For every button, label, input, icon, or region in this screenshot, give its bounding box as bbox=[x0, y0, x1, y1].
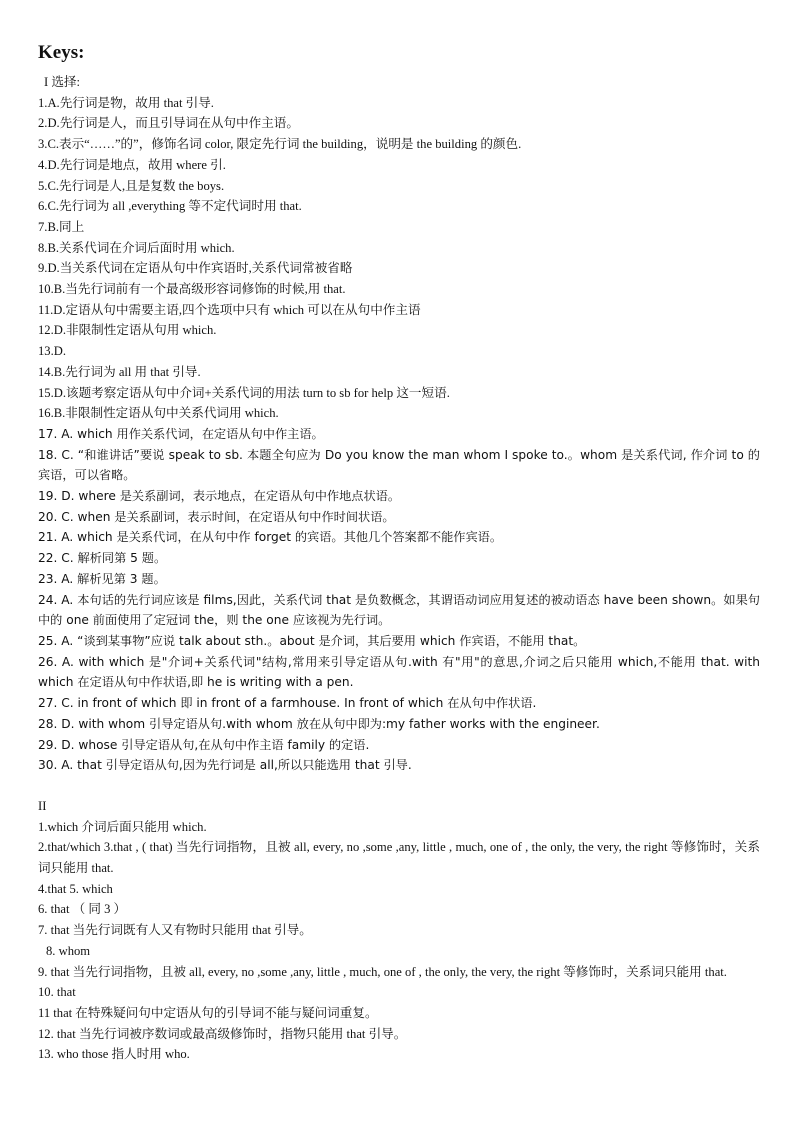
list-item: 11.D.定语从句中需要主语,四个选项中只有 which 可以在从句中作主语 bbox=[38, 302, 421, 317]
list-item: 6. that （ 同 3 ） bbox=[38, 902, 127, 917]
list-item: 11 that 在特殊疑问句中定语从句的引导词不能与疑问词重复。 bbox=[38, 1005, 378, 1020]
list-item: 8.B.关系代词在介词后面时用 which. bbox=[38, 240, 235, 255]
list-item: 21. A. which 是关系代词，在从句中作 forget 的宾语。其他几个答案都不能作宾语。 bbox=[38, 530, 503, 545]
list-item: 1.which 介词后面只能用 which. bbox=[38, 819, 207, 834]
list-item: 2.D.先行词是人，而且引导词在从句中作主语。 bbox=[38, 116, 299, 131]
list-item: 8. whom bbox=[46, 943, 91, 958]
list-item: 27. C. in front of which 即 in front of a farmhouse. In front of which 在从句中作状语. bbox=[38, 696, 537, 711]
list-item: 7.B.同上 bbox=[38, 219, 85, 234]
list-item: 26. A. with which 是"介词+关系代词"结构,常用来引导定语从句.with 有"用"的意思,介词之后只能用 which,不能用 that. with which 在定语从句中作状语,即 he is writing with a pen. bbox=[38, 654, 760, 690]
list-item: 10. that bbox=[38, 985, 76, 1000]
answer-key-document bbox=[38, 40, 760, 1065]
list-item: 12.D.非限制性定语从句用 which. bbox=[38, 323, 217, 338]
list-item: 17. A. which 用作关系代词，在定语从句中作主语。 bbox=[38, 426, 324, 441]
list-item: 28. D. with whom 引导定语从句.with whom 放在从句中即为:my father works with the engineer. bbox=[38, 716, 600, 731]
section-heading-choice: I 选择: bbox=[44, 75, 81, 89]
list-item: 16.B.非限制性定语从句中关系代词用 which. bbox=[38, 406, 279, 421]
list-item: 3.C.表示“……”的”，修饰名词 color, 限定先行词 the building，说明是 the building 的颜色. bbox=[38, 137, 522, 152]
list-item: 20. C. when 是关系副词，表示时间，在定语从句中作时间状语。 bbox=[38, 509, 395, 524]
list-item: 1.A.先行词是物，故用 that 引导. bbox=[38, 95, 214, 110]
list-item: 25. A. “谈到某事物”应说 talk about sth.。about 是介词，其后要用 which 作宾语，不能用 that。 bbox=[38, 633, 586, 648]
list-item: 13.D. bbox=[38, 344, 66, 359]
list-item: 12. that 当先行词被序数词或最高级修饰时，指物只能用 that 引导。 bbox=[38, 1026, 407, 1041]
list-item: 18. C. “和谁讲话”要说 speak to sb. 本题全句应为 Do you know the man whom I spoke to.。whom 是关系代词, 作介词 to 的宾语，可以省略。 bbox=[38, 447, 760, 483]
list-item: 22. C. 解析同第 5 题。 bbox=[38, 551, 167, 566]
list-item: 30. A. that 引导定语从句,因为先行词是 all,所以只能选用 that 引导. bbox=[38, 758, 412, 773]
list-item: 15.D.该题考察定语从句中介词+关系代词的用法 turn to sb for help 这一短语. bbox=[38, 385, 450, 400]
page-title: Keys: bbox=[38, 42, 85, 63]
list-item: 29. D. whose 引导定语从句,在从句中作主语 family 的定语. bbox=[38, 737, 370, 752]
list-item: 4.that 5. which bbox=[38, 881, 113, 896]
list-item: 19. D. where 是关系副词，表示地点，在定语从句中作地点状语。 bbox=[38, 489, 401, 504]
list-item: 9.D.当关系代词在定语从句中作宾语时,关系代词常被省略 bbox=[38, 261, 353, 276]
list-item: 23. A. 解析见第 3 题。 bbox=[38, 571, 166, 586]
list-item: 6.C.先行词为 all ,everything 等不定代词时用 that. bbox=[38, 199, 302, 214]
list-item: 13. who those 指人时用 who. bbox=[38, 1047, 190, 1062]
section-heading-fill: II bbox=[38, 798, 47, 813]
list-item: 4.D.先行词是地点，故用 where 引. bbox=[38, 157, 226, 172]
list-item: 14.B.先行词为 all 用 that 引导. bbox=[38, 364, 201, 379]
section-spacer bbox=[38, 776, 760, 796]
list-item: 24. A. 本句话的先行词应该是 films,因此，关系代词 that 是负数概念，其谓语动词应用复述的被动语态 have been shown。如果句中的 one 前面使用了定冠词 the，则 the one 应该视为先行词。 bbox=[38, 592, 760, 628]
list-item: 9. that 当先行词指物，且被 all, every, no ,some ,any, little , much, one of , the only, the very, the right 等修饰时，关系词只能用 that. bbox=[38, 964, 727, 979]
list-item: 7. that 当先行词既有人又有物时只能用 that 引导。 bbox=[38, 923, 312, 938]
list-item: 2.that/which 3.that , ( that) 当先行词指物，且被 all, every, no ,some ,any, little , much, one of , the only, the very, the right 等修饰时，关系词只能用 that. bbox=[38, 840, 760, 876]
list-item: 10.B.当先行词前有一个最高级形容词修饰的时候,用 that. bbox=[38, 282, 346, 297]
list-item: 5.C.先行词是人,且是复数 the boys. bbox=[38, 178, 225, 193]
